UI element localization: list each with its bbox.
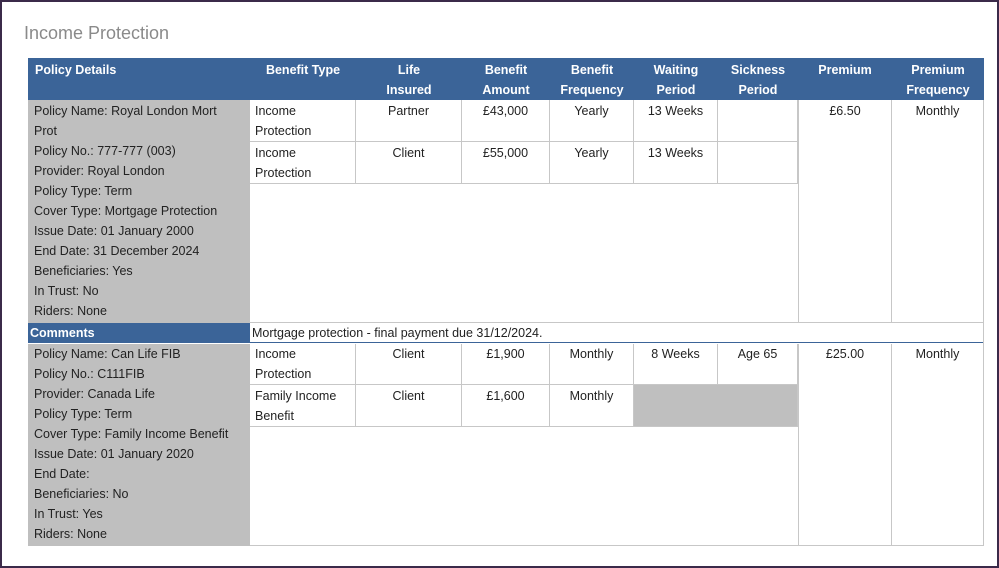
policy-details-2 <box>28 344 250 546</box>
waiting-period-cell: 8 Weeks <box>634 344 718 385</box>
page-title: Income Protection <box>24 23 170 43</box>
benefit-type-cell: Family Income Benefit <box>250 385 356 427</box>
premium-cell: £25.00 <box>798 344 892 546</box>
policy-detail-line: Issue Date: 01 January 2000 <box>34 224 194 238</box>
policy-detail-line: Policy Name: Royal London Mort <box>34 104 217 118</box>
policy-detail-line: Policy No.: C111FIB <box>34 367 145 381</box>
benefit-frequency-cell: Monthly <box>550 344 634 385</box>
policy-detail-line: Policy No.: 777-777 (003) <box>34 144 176 158</box>
sickness-period-cell: Age 65 <box>718 344 798 385</box>
header-premium: Premium <box>818 63 872 77</box>
benefit-frequency-cell: Yearly <box>550 142 634 184</box>
benefit-type-cell: Income Protection <box>250 142 356 184</box>
policy-detail-line: Policy Type: Term <box>34 407 133 421</box>
header-waiting-period: Waiting Period <box>653 63 699 97</box>
life-insured-cell: Client <box>356 385 462 427</box>
life-insured-cell: Client <box>356 142 462 184</box>
section-divider <box>250 322 984 323</box>
benefit-amount-cell: £1,900 <box>462 344 550 385</box>
policy-detail-line: Riders: None <box>34 304 107 318</box>
policy-detail-line: End Date: <box>34 467 90 481</box>
policy-detail-line: Provider: Royal London <box>34 164 165 178</box>
policy-detail-line: Policy Name: Can Life FIB <box>34 347 181 361</box>
header-benefit-frequency: Benefit Frequency <box>560 63 624 97</box>
header-life-insured: Life Insured <box>386 63 432 97</box>
waiting-period-cell: 13 Weeks <box>634 100 718 142</box>
policy-detail-line: Beneficiaries: No <box>34 487 129 501</box>
header-benefit-amount: Benefit Amount <box>482 63 530 97</box>
premium-cell: £6.50 <box>798 100 892 323</box>
life-insured-cell: Client <box>356 344 462 385</box>
benefit-type-cell: Income Protection <box>250 100 356 142</box>
comments-text: Mortgage protection - final payment due 31/12/2024. <box>250 323 984 343</box>
premium-frequency-cell: Monthly <box>892 344 984 546</box>
table-header <box>28 58 984 100</box>
header-sickness-period: Sickness Period <box>730 63 786 97</box>
policy-detail-line: End Date: 31 December 2024 <box>34 244 200 258</box>
header-policy-details: Policy Details <box>35 63 117 77</box>
policy-detail-line: Issue Date: 01 January 2020 <box>34 447 194 461</box>
table-bottom-border <box>250 545 984 546</box>
life-insured-cell: Partner <box>356 100 462 142</box>
benefit-amount-cell: £1,600 <box>462 385 550 427</box>
sickness-period-cell <box>718 142 798 184</box>
policy-detail-line: Cover Type: Mortgage Protection <box>34 204 218 218</box>
waiting-period-cell: 13 Weeks <box>634 142 718 184</box>
policy-detail-line: Cover Type: Family Income Benefit <box>34 427 229 441</box>
benefit-type-cell: Income Protection <box>250 344 356 385</box>
comments-label: Comments <box>28 323 250 343</box>
premium-frequency-cell: Monthly <box>892 100 984 323</box>
policy-detail-line: In Trust: Yes <box>34 507 103 521</box>
benefit-amount-cell: £43,000 <box>462 100 550 142</box>
header-benefit-type: Benefit Type <box>265 63 341 77</box>
policy-detail-line: Prot <box>34 124 57 138</box>
benefit-frequency-cell: Yearly <box>550 100 634 142</box>
table-right-border <box>983 100 984 546</box>
benefit-amount-cell: £55,000 <box>462 142 550 184</box>
header-premium-frequency: Premium Frequency <box>906 63 970 97</box>
waiting-sickness-blank-cell <box>634 385 798 427</box>
policy-detail-line: Beneficiaries: Yes <box>34 264 133 278</box>
policy-detail-line: Riders: None <box>34 527 107 541</box>
benefit-frequency-cell: Monthly <box>550 385 634 427</box>
sickness-period-cell <box>718 100 798 142</box>
policy-detail-line: Provider: Canada Life <box>34 387 155 401</box>
policy-details-1 <box>28 100 250 323</box>
policy-detail-line: Policy Type: Term <box>34 184 133 198</box>
policy-detail-line: In Trust: No <box>34 284 99 298</box>
